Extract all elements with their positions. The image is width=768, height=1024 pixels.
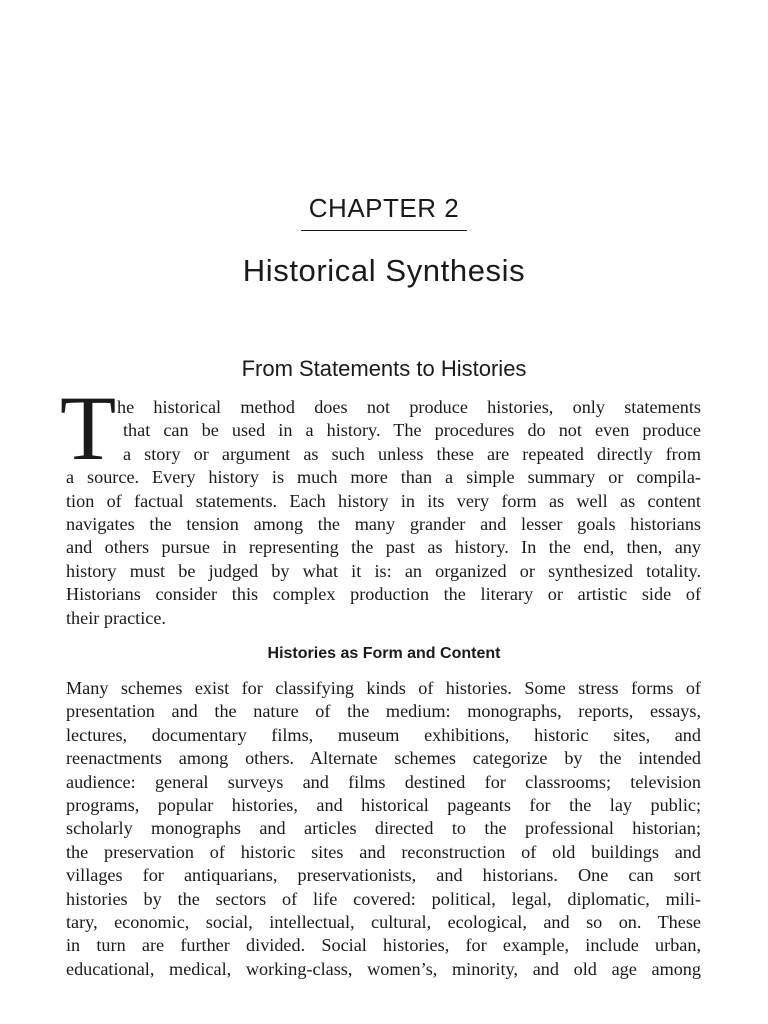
- text-line: villages for antiquarians, preservationists, and historians. One can sort: [66, 865, 701, 886]
- text-line: a story or argument as such unless these are repeated directly from: [123, 443, 701, 464]
- text-line: educational, medical, working-class, women’s, minority, and old age among: [66, 958, 701, 979]
- text-line: tion of factual statements. Each history in its very form as well as content: [66, 490, 701, 511]
- text-line: programs, popular histories, and historical pageants for the lay public;: [66, 795, 701, 815]
- subsection-heading: Histories as Form and Content: [267, 645, 501, 662]
- text-line: audience: general surveys and films destined for classrooms; television: [66, 771, 701, 792]
- text-line: scholarly monographs and articles directed to the professional historian;: [66, 818, 701, 839]
- text-line: and others pursue in representing the past as history. In the end, then, any: [66, 537, 701, 558]
- drop-cap: T: [60, 377, 117, 479]
- text-line: Many schemes exist for classifying kinds of histories. Some stress forms of: [66, 678, 701, 698]
- text-line: he historical method does not produce histories, only statements: [117, 397, 701, 417]
- text-line: presentation and the nature of the medium: monographs, reports, essays,: [66, 701, 701, 722]
- text-line: tary, economic, social, intellectual, cultural, ecological, and so on. These: [66, 912, 701, 932]
- text-line: reenactments among others. Alternate schemes categorize by the intended: [66, 748, 701, 769]
- text-line: their practice.: [66, 607, 166, 628]
- text-line: lectures, documentary films, museum exhibitions, historic sites, and: [66, 724, 701, 745]
- text-line: a source. Every history is much more than a simple summary or compila-: [66, 467, 701, 488]
- text-line: the preservation of historic sites and reconstruction of old buildings and: [66, 841, 701, 862]
- section-heading: From Statements to Histories: [241, 356, 527, 381]
- chapter-label: CHAPTER 2: [308, 193, 460, 223]
- text-line: that can be used in a history. The procedures do not even produce: [123, 420, 701, 441]
- text-line: Historians consider this complex production the literary or artistic side of: [66, 584, 701, 605]
- text-line: navigates the tension among the many grander and lesser goals historians: [66, 514, 701, 534]
- text-line: history must be judged by what it is: an organized or synthesized totality.: [66, 560, 701, 581]
- text-line: in turn are further divided. Social histories, for example, include urban,: [66, 935, 701, 956]
- chapter-rule: [301, 230, 467, 231]
- chapter-title: Historical Synthesis: [242, 253, 526, 288]
- text-line: histories by the sectors of life covered: political, legal, diplomatic, mili-: [66, 888, 701, 909]
